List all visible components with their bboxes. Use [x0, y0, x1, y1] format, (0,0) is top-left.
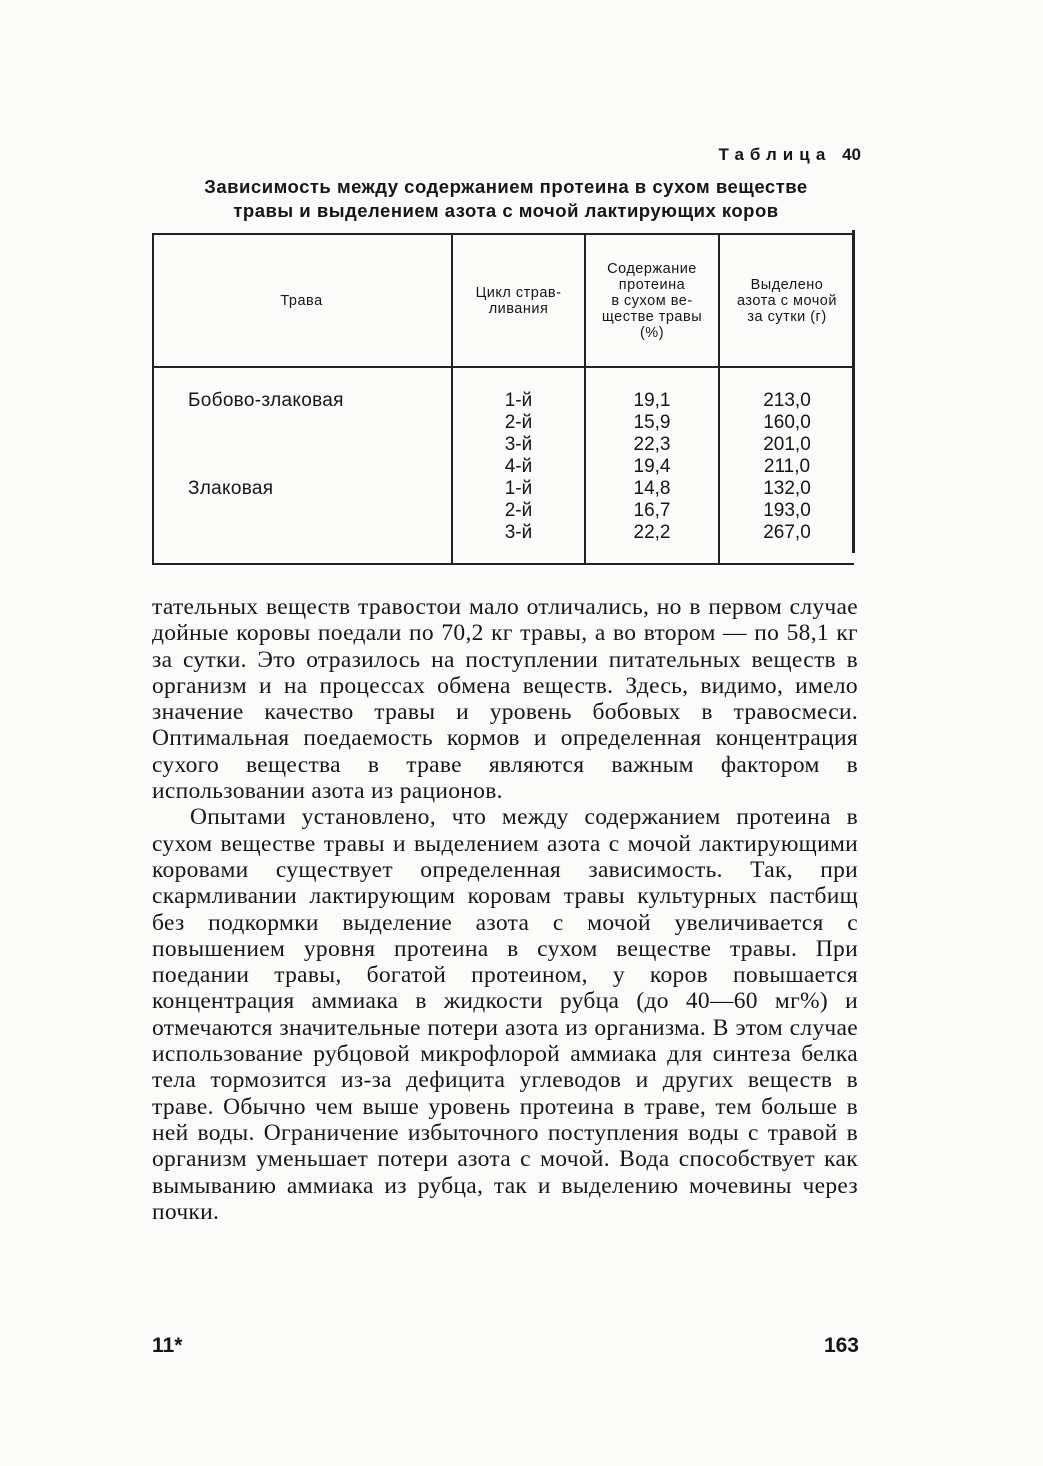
table-caption: [150, 175, 862, 223]
nitrogen-cell: 160,0: [763, 412, 811, 433]
signature-mark: 11*: [152, 1334, 183, 1357]
table-header-row: [152, 234, 854, 367]
nitrogen-column: [719, 367, 854, 564]
nitrogen-cell: 201,0: [763, 434, 811, 455]
herb-cell: [188, 522, 451, 544]
header-cycle-line: Цикл страв-: [475, 284, 562, 301]
header-herb-text: Трава: [280, 292, 323, 309]
cycle-cell: 3-й: [504, 434, 533, 455]
header-protein-line: в сухом ве-: [611, 292, 693, 309]
protein-cell: 22,3: [633, 434, 671, 455]
herb-cell: [188, 434, 451, 456]
cycle-cell: 2-й: [504, 412, 533, 433]
paragraph-2: Опытами установлено, что между содержанием протеина в сухом веществе травы и выделением азота с мочой лактирующими коровами существует определенная зависимость. Так, при скармливании лактирующим коровам травы культурных пастбищ без подкормки выделение азота с мочой увеличивается с повышением уровня протеина в сухом веществе травы. При поедании травы, богатой протеином, у коров повышается концентрация аммиака в жидкости рубца (до 40—60 мг%) и отмечаются значительные потери азота из организма. В этом случае использование рубцовой микрофлорой аммиака для синтеза белка тела тормозится из-за дефицита углеводов и других веществ в траве. Обычно чем выше уровень протеина в траве, тем больше в ней воды. Ограничение избыточного поступления воды с травой в организм уменьшает потери азота с мочой. Вода способствует как вымыванию аммиака из рубца, так и выделению мочевины через почки.: [152, 804, 858, 1225]
header-herb: [152, 234, 452, 367]
nitrogen-cell: 211,0: [763, 456, 811, 477]
table-caption-line-1: Зависимость между содержанием протеина в сухом веществе: [204, 176, 808, 197]
table-number-label: [718, 145, 861, 165]
herb-column: [152, 367, 452, 564]
herb-cell: [188, 456, 451, 478]
header-protein-line: Содержание: [607, 260, 697, 277]
nitrogen-cell: 132,0: [763, 478, 811, 499]
protein-cell: 22,2: [633, 522, 671, 543]
header-cycle: [452, 234, 585, 367]
cycle-cell: 1-й: [504, 478, 533, 499]
paragraph-1: тательных веществ травостои мало отличались, но в первом случае дойные коровы поедали по 70,2 кг травы, а во втором — по 58,1 кг за сутки. Это отразилось на поступлении питательных веществ в организм и на процессах обмена веществ. Здесь, видимо, имело значение качество травы и уровень бобовых в травосмеси. Оптимальная поедаемость кормов и определенная концентрация сухого вещества в траве являются важным фактором в использовании азота из рационов.: [152, 594, 858, 805]
header-protein-line: (%): [639, 324, 665, 341]
table-label-word: Таблица: [718, 145, 832, 164]
protein-column: [585, 367, 719, 564]
protein-cell: 15,9: [633, 412, 671, 433]
herb-cell: Злаковая: [188, 478, 274, 499]
cycle-cell: 4-й: [504, 456, 533, 477]
protein-cell: 19,4: [633, 456, 671, 477]
table-caption-line-2: травы и выделением азота с мочой лактирующих коров: [233, 200, 779, 221]
header-nitrogen-line: Выделено: [750, 276, 824, 293]
cycle-cell: 1-й: [504, 390, 533, 411]
page-number: 163: [823, 1334, 859, 1357]
nitrogen-cell: 193,0: [763, 500, 811, 521]
header-cycle-line: ливания: [488, 300, 549, 317]
header-nitrogen-line: за сутки (г): [747, 308, 827, 325]
herb-cell: Бобово-злаковая: [188, 390, 344, 411]
table-right-rule: [852, 230, 855, 553]
data-table: [152, 233, 854, 565]
cycle-cell: 2-й: [504, 500, 533, 521]
cycle-cell: 3-й: [504, 522, 533, 543]
header-protein-line: ществе травы: [601, 308, 703, 325]
header-protein-line: протеина: [618, 276, 686, 293]
herb-cell: [188, 412, 451, 434]
table-body-row: [152, 367, 854, 564]
protein-cell: 16,7: [633, 500, 671, 521]
herb-cell: [188, 500, 451, 522]
table-label-number: 40: [842, 145, 861, 164]
table-left-rule: [152, 233, 154, 565]
protein-cell: 14,8: [633, 478, 671, 499]
header-nitrogen-line: азота с мочой: [737, 292, 837, 309]
header-nitrogen: [719, 234, 854, 367]
header-protein: [585, 234, 719, 367]
nitrogen-cell: 213,0: [763, 390, 811, 411]
cycle-column: [452, 367, 585, 564]
body-text: [152, 594, 858, 1225]
nitrogen-cell: 267,0: [763, 522, 811, 543]
protein-cell: 19,1: [633, 390, 671, 411]
